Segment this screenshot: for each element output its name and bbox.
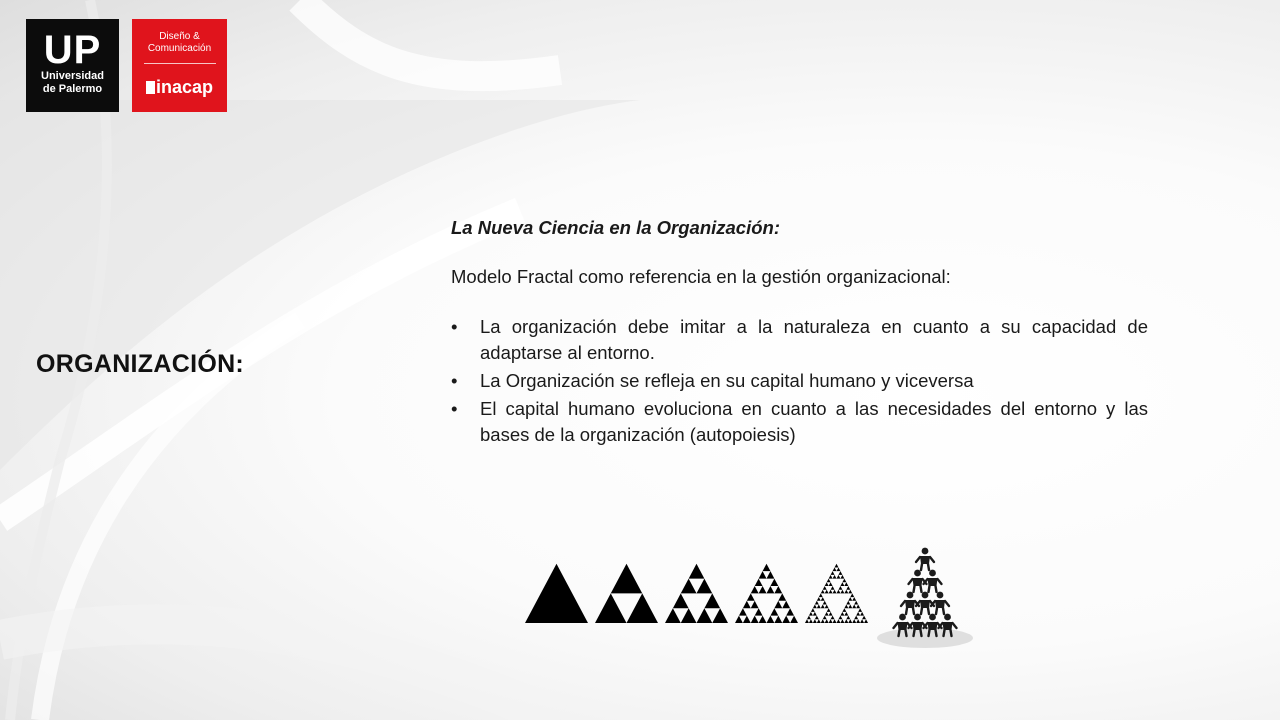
sierpinski-triangle-level-4 <box>805 564 868 623</box>
up-logo-line2: de Palermo <box>42 83 103 95</box>
content-heading: La Nueva Ciencia en la Organización: <box>451 217 780 238</box>
bullet-item <box>451 368 1148 394</box>
bullet-icon: • <box>451 398 458 419</box>
people-pyramid-icon <box>877 548 973 648</box>
person-figure <box>931 592 949 614</box>
person-figure <box>916 548 934 570</box>
fractal-figures <box>520 540 980 660</box>
inacap-square-icon <box>146 81 155 94</box>
bullet-list <box>451 314 1148 448</box>
inacap-logo-line1: Diseño & <box>159 31 200 42</box>
person-figure <box>901 592 919 614</box>
up-logo-mark: UP <box>43 28 102 72</box>
inacap-logo-brand-text: inacap <box>155 77 214 97</box>
sierpinski-triangle-level-1 <box>595 564 658 623</box>
bullet-text: La Organización se refleja en su capital humano y viceversa <box>480 370 974 391</box>
up-logo-line1: Universidad <box>41 70 104 82</box>
sierpinski-triangle-level-2 <box>665 564 728 623</box>
person-figure <box>909 570 927 592</box>
bullet-item <box>451 314 1148 366</box>
inacap-logo-brand <box>132 77 227 97</box>
universidad-de-palermo-logo <box>26 19 119 112</box>
bullet-icon: • <box>451 370 458 391</box>
bullet-text: La organización debe imitar a la naturaleza en cuanto a su capacidad de adaptarse al entorno. <box>480 316 1148 363</box>
bullet-text: El capital humano evoluciona en cuanto a las necesidades del entorno y las bases de la organización (autopoiesis) <box>480 398 1148 445</box>
content-intro: Modelo Fractal como referencia en la gestión organizacional: <box>451 266 951 287</box>
sierpinski-triangle-level-3 <box>735 564 798 623</box>
inacap-logo <box>132 19 227 112</box>
inacap-logo-divider <box>144 63 216 64</box>
person-figure <box>916 592 934 614</box>
bullet-item <box>451 396 1148 448</box>
person-figure <box>924 570 942 592</box>
sierpinski-triangle-level-0 <box>525 564 588 623</box>
slide-title: ORGANIZACIÓN: <box>36 350 245 378</box>
slide-content <box>451 215 1148 450</box>
inacap-logo-line2: Comunicación <box>147 43 212 54</box>
bullet-icon: • <box>451 316 458 337</box>
